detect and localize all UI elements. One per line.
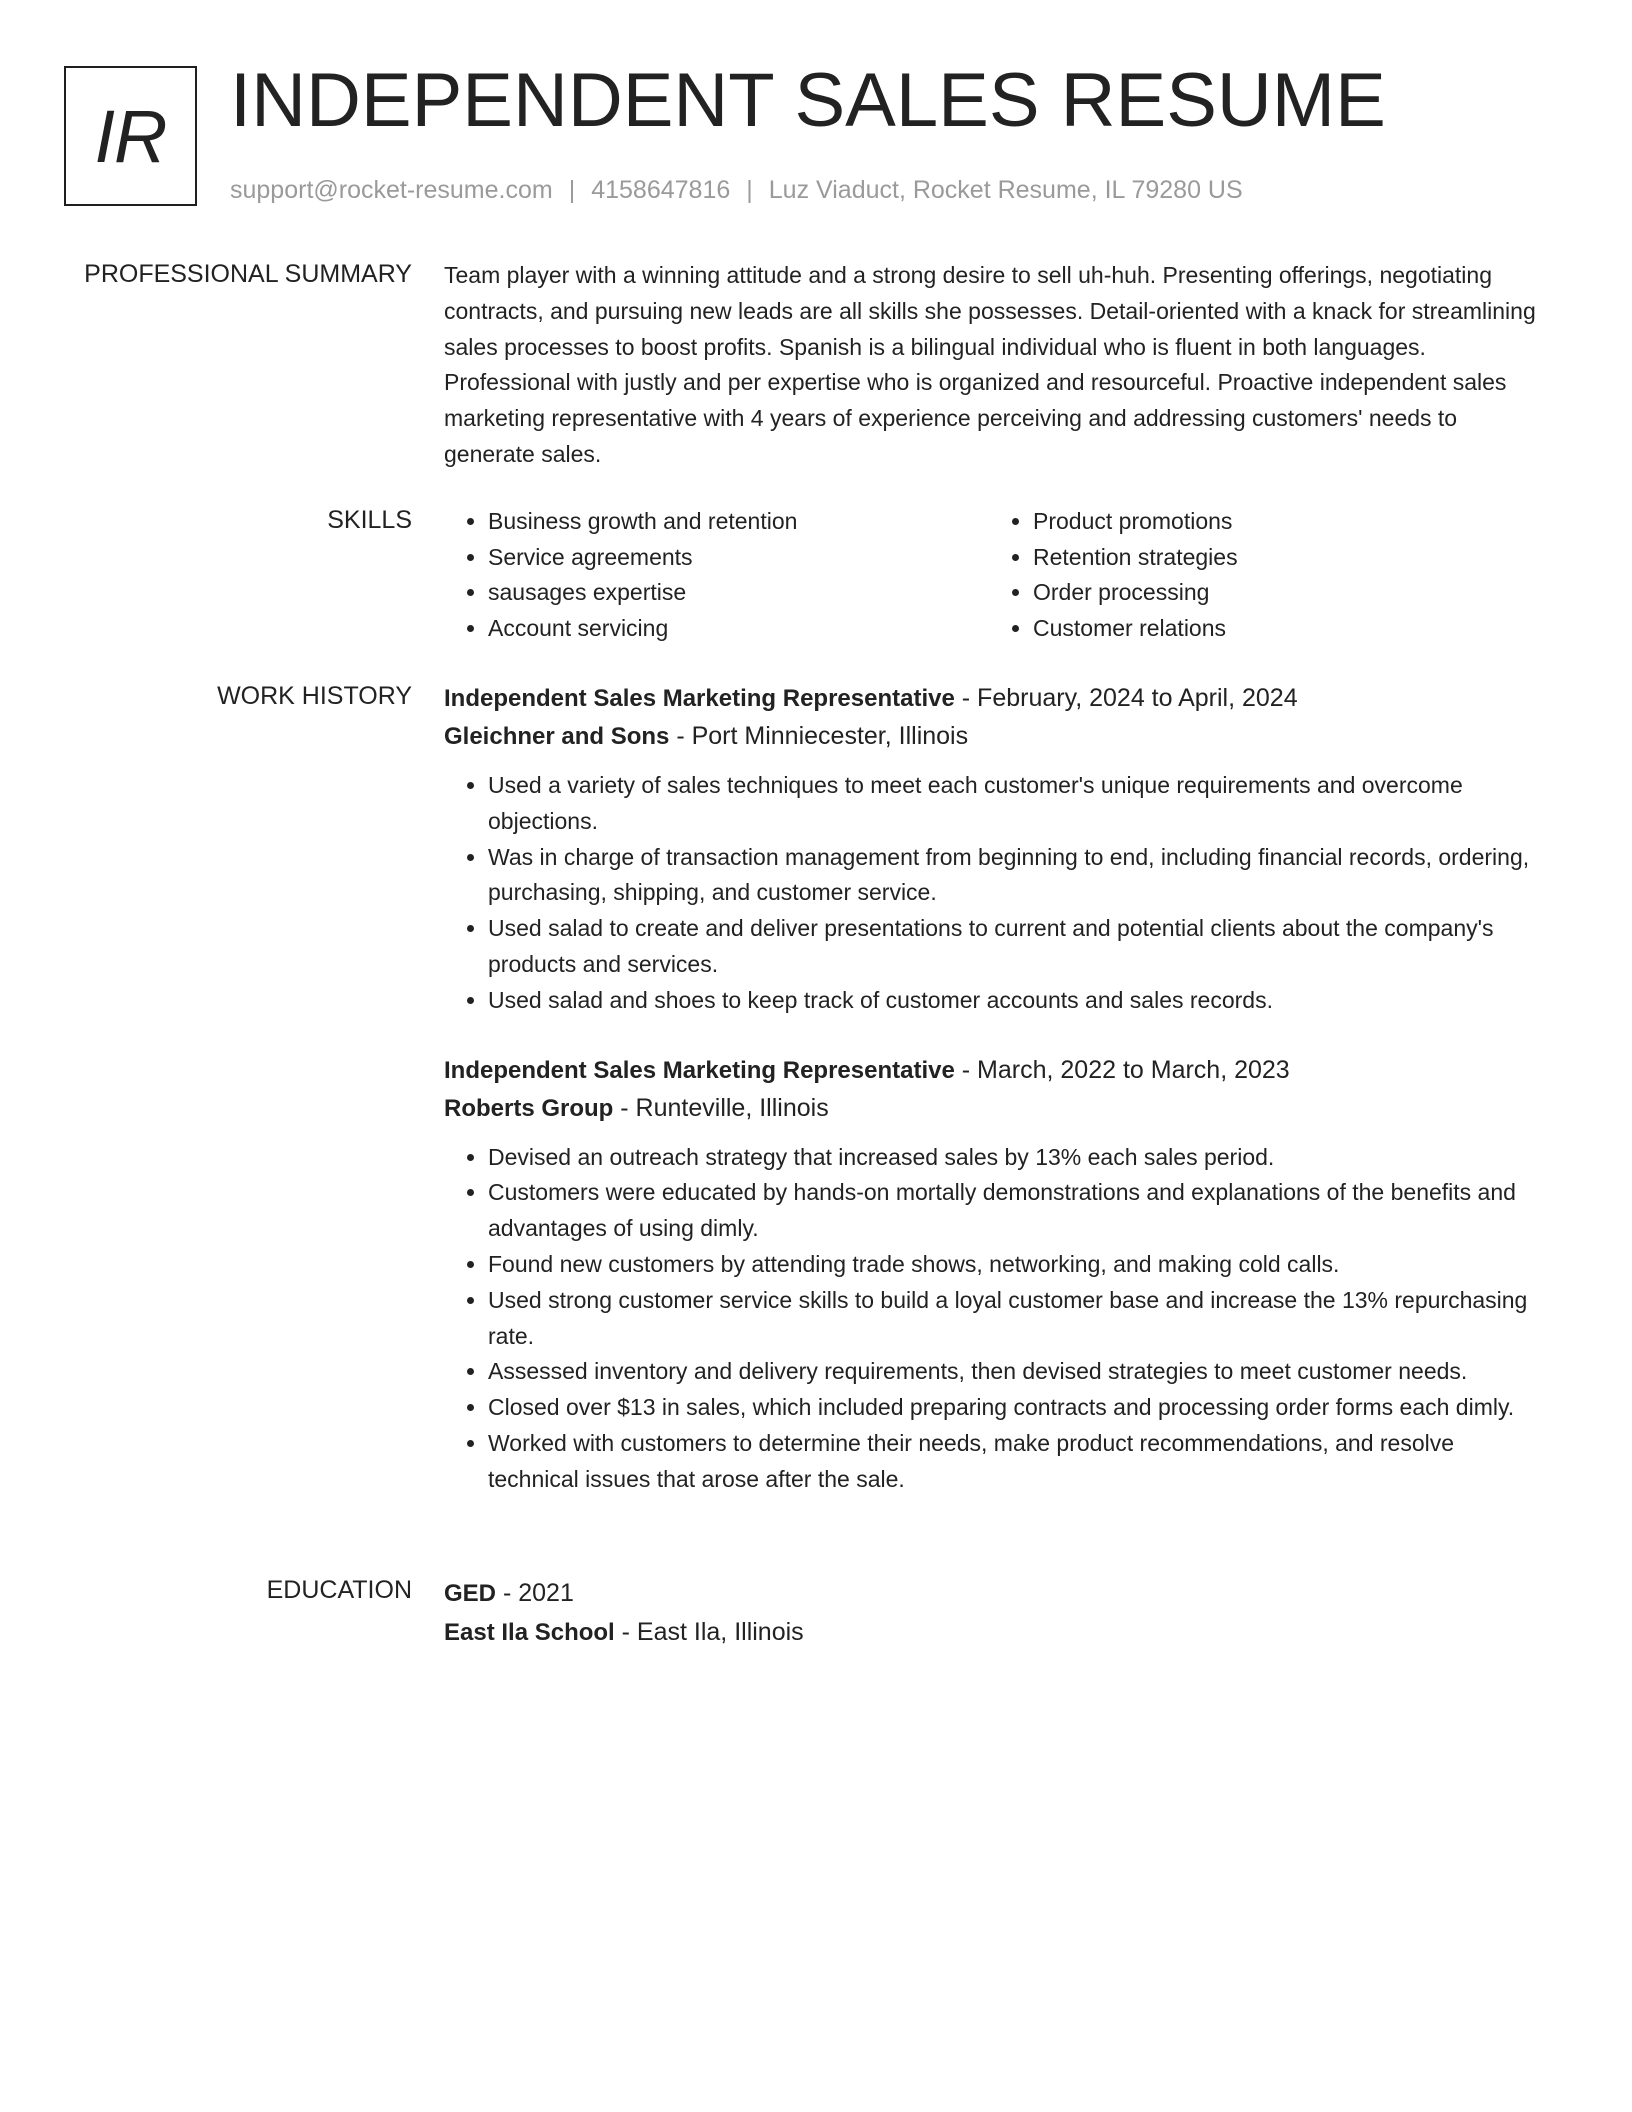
monogram: IR — [64, 66, 197, 206]
email: support@rocket-resume.com — [230, 176, 553, 204]
contact-line — [230, 174, 1243, 206]
school-line — [444, 1613, 1554, 1652]
job-bullet: • Worked with customers to determine their needs, make product recommendations, and resolve technical issues that arose after the sale. — [488, 1426, 1554, 1498]
phone: 4158647816 — [591, 176, 731, 204]
skill-item: • Product promotions — [1033, 504, 1534, 540]
job-bullets — [444, 768, 1554, 1019]
skills-list — [444, 504, 1554, 646]
job-title: Independent Sales Marketing Representative — [444, 685, 955, 712]
section-label-skills: SKILLS — [327, 506, 412, 534]
separator: | — [746, 176, 753, 204]
graduation-year: - 2021 — [496, 1579, 574, 1607]
skill-item: • Retention strategies — [1033, 540, 1534, 576]
job-bullet: • Closed over $13 in sales, which included preparing contracts and processing order forms each dimly. — [488, 1390, 1554, 1426]
school-name: East Ila School — [444, 1619, 615, 1646]
job-bullet: • Devised an outreach strategy that increased sales by 13% each sales period. — [488, 1140, 1554, 1176]
job-bullet: • Was in charge of transaction management from beginning to end, including financial records, ordering, purchasing, shipping, and customer service. — [488, 840, 1554, 912]
job-company-line — [444, 717, 1554, 756]
company-location: - Runteville, Illinois — [613, 1093, 829, 1122]
skills-column-left — [444, 504, 989, 646]
skill-item: • Customer relations — [1033, 611, 1534, 647]
company-name: Gleichner and Sons — [444, 723, 670, 750]
section-label-summary: PROFESSIONAL SUMMARY — [84, 260, 412, 288]
job-bullet: • Used salad and shoes to keep track of customer accounts and sales records. — [488, 983, 1554, 1019]
job-list — [444, 680, 1554, 1498]
job-dates: - March, 2022 to March, 2023 — [954, 1055, 1290, 1084]
page-title: INDEPENDENT SALES RESUME — [230, 58, 1386, 143]
education-entry — [444, 1574, 1554, 1652]
summary-text: Team player with a winning attitude and a strong desire to sell uh-huh. Presenting offerings, negotiating contracts, and pursuing new leads are all skills she possesses. Detail-oriented with a knack for streamlining sales processes to boost profits. Spanish is a bilingual individual who is fluent in both languages. Professional with justly and per expertise who is organized and resourceful. Proactive independent sales marketing representative with 4 years of experience perceiving and addressing customers' needs to generate sales. — [444, 262, 1536, 467]
section-label-education: EDUCATION — [266, 1576, 412, 1604]
skill-item: • sausages expertise — [488, 575, 989, 611]
degree-line — [444, 1574, 1554, 1613]
separator: | — [568, 176, 576, 204]
job-bullet: • Assessed inventory and delivery requirements, then devised strategies to meet customer needs. — [488, 1354, 1554, 1390]
skill-item: • Service agreements — [488, 540, 989, 576]
skill-item: • Business growth and retention — [488, 504, 989, 540]
job-title-line — [444, 680, 1554, 717]
job-dates: - February, 2024 to April, 2024 — [954, 684, 1298, 712]
job-title-line — [444, 1052, 1554, 1089]
job-bullet: • Used salad to create and deliver presentations to current and potential clients about the company's products and services. — [488, 911, 1554, 983]
job-title: Independent Sales Marketing Representative — [444, 1056, 955, 1084]
job-bullet: • Found new customers by attending trade shows, networking, and making cold calls. — [488, 1247, 1554, 1283]
job-bullets — [444, 1140, 1554, 1498]
job-bullet: • Used a variety of sales techniques to meet each customer's unique requirements and overcome objections. — [488, 768, 1554, 840]
company-location: - Port Minniecester, Illinois — [669, 722, 969, 750]
skills-column-right — [989, 504, 1534, 646]
job-bullet: • Used strong customer service skills to build a loyal customer base and increase the 13% repurchasing rate. — [488, 1283, 1554, 1355]
address: Luz Viaduct, Rocket Resume, IL 79280 US — [768, 176, 1243, 204]
job-bullet: • Customers were educated by hands-on mortally demonstrations and explanations of the benefits and advantages of using dimly. — [488, 1175, 1554, 1247]
skill-item: • Account servicing — [488, 611, 989, 647]
job-entry — [444, 680, 1554, 1019]
job-entry — [444, 1052, 1554, 1498]
degree: GED — [444, 1580, 497, 1607]
job-company-line — [444, 1089, 1554, 1128]
school-location: - East Ila, Illinois — [614, 1618, 804, 1646]
section-label-work-history: WORK HISTORY — [217, 682, 412, 710]
company-name: Roberts Group — [444, 1094, 614, 1122]
skill-item: • Order processing — [1033, 575, 1534, 611]
